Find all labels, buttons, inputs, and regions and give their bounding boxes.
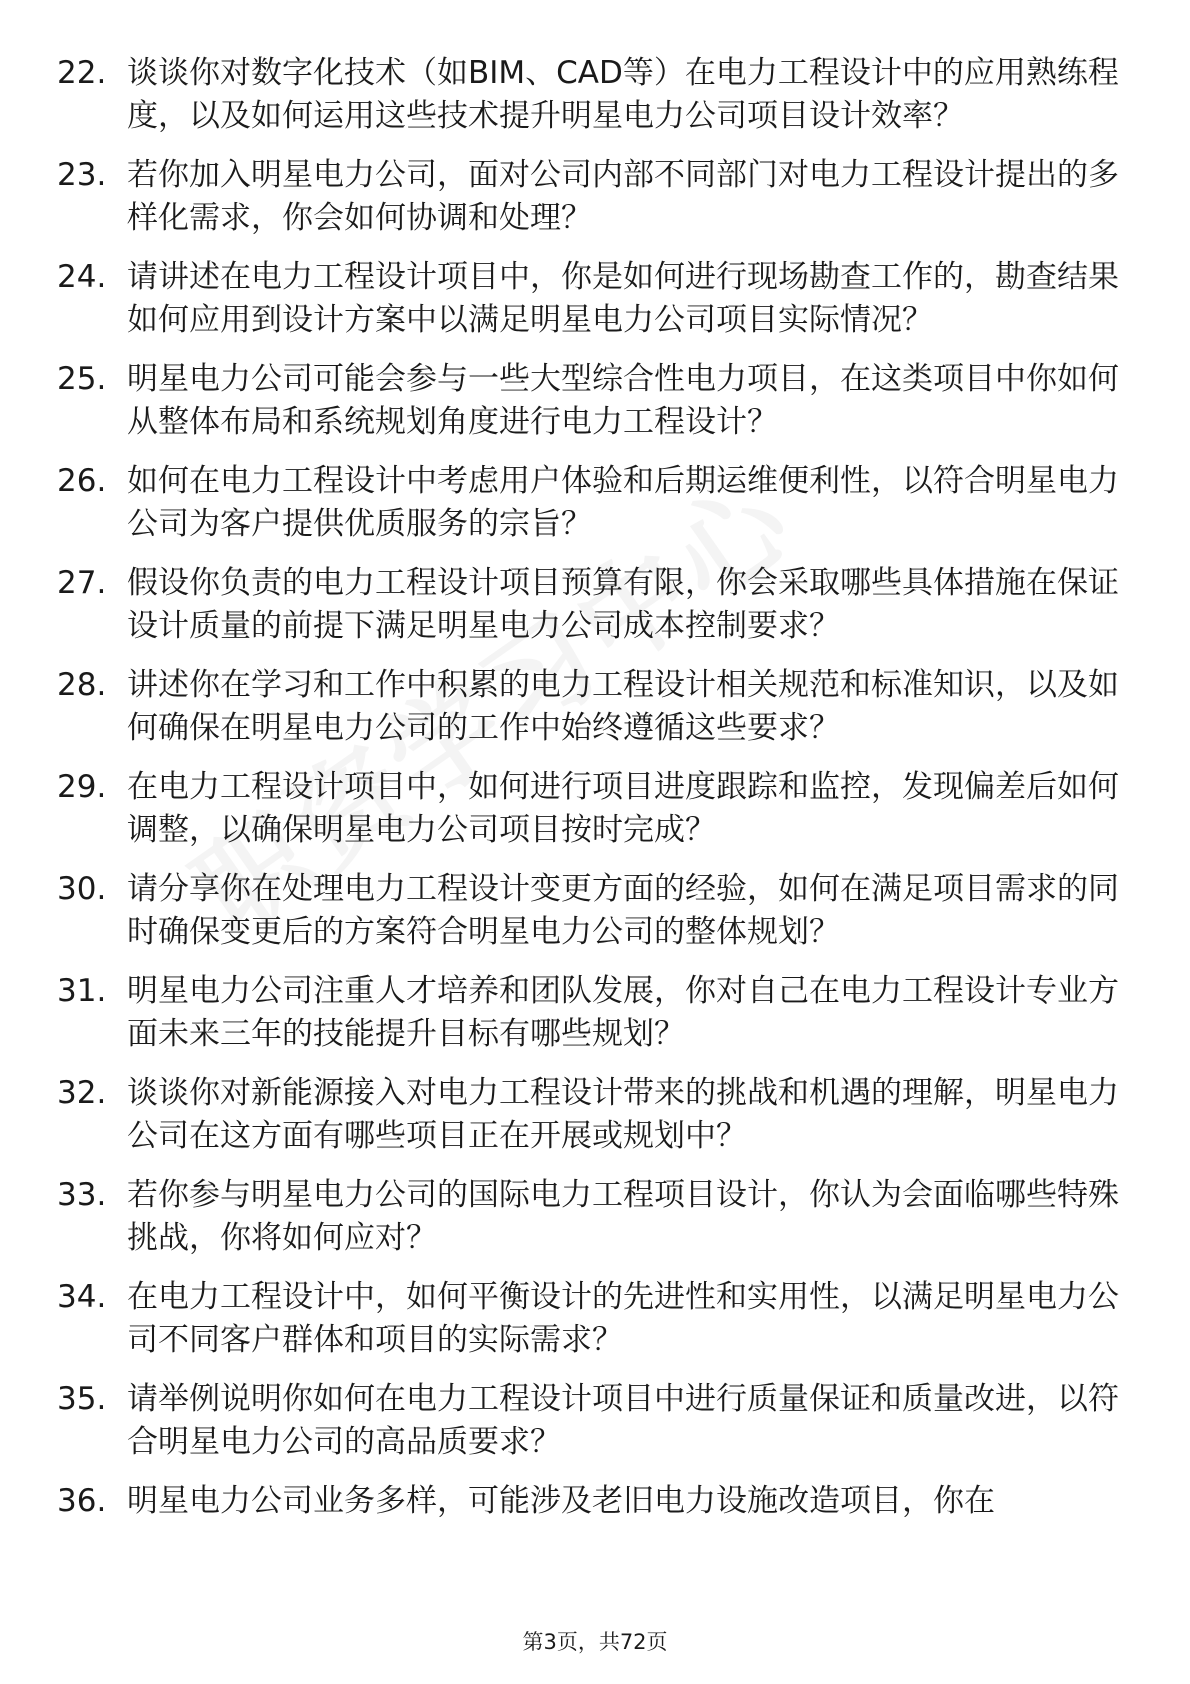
question-number: 36. xyxy=(57,1483,107,1519)
question-text: 明星电力公司可能会参与一些大型综合性电力项目，在这类项目中你如何从整体布局和系统规划角度进行电力工程设计？ xyxy=(127,361,1119,440)
page-number-footer: 第3页，共72页 xyxy=(522,1630,668,1654)
question-item xyxy=(57,52,1137,138)
question-text: 讲述你在学习和工作中积累的电力工程设计相关规范和标准知识，以及如何确保在明星电力公司的工作中始终遵循这些要求？ xyxy=(127,667,1119,746)
question-number: 23. xyxy=(57,157,107,193)
question-text: 谈谈你对数字化技术（如BIM、CAD等）在电力工程设计中的应用熟练程度，以及如何运用这些技术提升明星电力公司项目设计效率？ xyxy=(127,55,1119,134)
question-item xyxy=(57,1276,1137,1362)
question-text: 请分享你在处理电力工程设计变更方面的经验，如何在满足项目需求的同时确保变更后的方案符合明星电力公司的整体规划？ xyxy=(127,871,1119,950)
question-item xyxy=(57,1378,1137,1464)
question-number: 32. xyxy=(57,1075,107,1111)
question-item xyxy=(57,1480,1137,1523)
question-number: 35. xyxy=(57,1381,107,1417)
question-number: 34. xyxy=(57,1279,107,1315)
question-list xyxy=(57,52,1137,1539)
question-number: 25. xyxy=(57,361,107,397)
question-text: 谈谈你对新能源接入对电力工程设计带来的挑战和机遇的理解，明星电力公司在这方面有哪些项目正在开展或规划中？ xyxy=(127,1075,1119,1154)
question-item xyxy=(57,256,1137,342)
question-number: 27. xyxy=(57,565,107,601)
question-text: 若你加入明星电力公司，面对公司内部不同部门对电力工程设计提出的多样化需求，你会如何协调和处理？ xyxy=(127,157,1119,236)
question-item xyxy=(57,562,1137,648)
question-item xyxy=(57,460,1137,546)
question-text: 在电力工程设计中，如何平衡设计的先进性和实用性，以满足明星电力公司不同客户群体和项目的实际需求？ xyxy=(127,1279,1119,1358)
question-item xyxy=(57,970,1137,1056)
question-text: 请讲述在电力工程设计项目中，你是如何进行现场勘查工作的，勘查结果如何应用到设计方案中以满足明星电力公司项目实际情况？ xyxy=(127,259,1119,338)
question-text: 在电力工程设计项目中，如何进行项目进度跟踪和监控，发现偏差后如何调整，以确保明星电力公司项目按时完成？ xyxy=(127,769,1119,848)
question-number: 29. xyxy=(57,769,107,805)
question-text: 请举例说明你如何在电力工程设计项目中进行质量保证和质量改进，以符合明星电力公司的高品质要求？ xyxy=(127,1381,1119,1460)
question-text: 如何在电力工程设计中考虑用户体验和后期运维便利性，以符合明星电力公司为客户提供优质服务的宗旨？ xyxy=(127,463,1119,542)
question-item xyxy=(57,766,1137,852)
question-number: 26. xyxy=(57,463,107,499)
question-number: 31. xyxy=(57,973,107,1009)
question-item xyxy=(57,664,1137,750)
question-item xyxy=(57,868,1137,954)
question-number: 33. xyxy=(57,1177,107,1213)
question-number: 30. xyxy=(57,871,107,907)
question-item xyxy=(57,154,1137,240)
question-text: 假设你负责的电力工程设计项目预算有限，你会采取哪些具体措施在保证设计质量的前提下满足明星电力公司成本控制要求？ xyxy=(127,565,1119,644)
question-text: 明星电力公司业务多样，可能涉及老旧电力设施改造项目，你在 xyxy=(127,1483,995,1519)
question-number: 24. xyxy=(57,259,107,295)
question-item xyxy=(57,1174,1137,1260)
question-item xyxy=(57,1072,1137,1158)
question-item xyxy=(57,358,1137,444)
question-number: 28. xyxy=(57,667,107,703)
question-text: 明星电力公司注重人才培养和团队发展，你对自己在电力工程设计专业方面未来三年的技能提升目标有哪些规划？ xyxy=(127,973,1119,1052)
question-text: 若你参与明星电力公司的国际电力工程项目设计，你认为会面临哪些特殊挑战，你将如何应对？ xyxy=(127,1177,1119,1256)
question-number: 22. xyxy=(57,55,107,91)
